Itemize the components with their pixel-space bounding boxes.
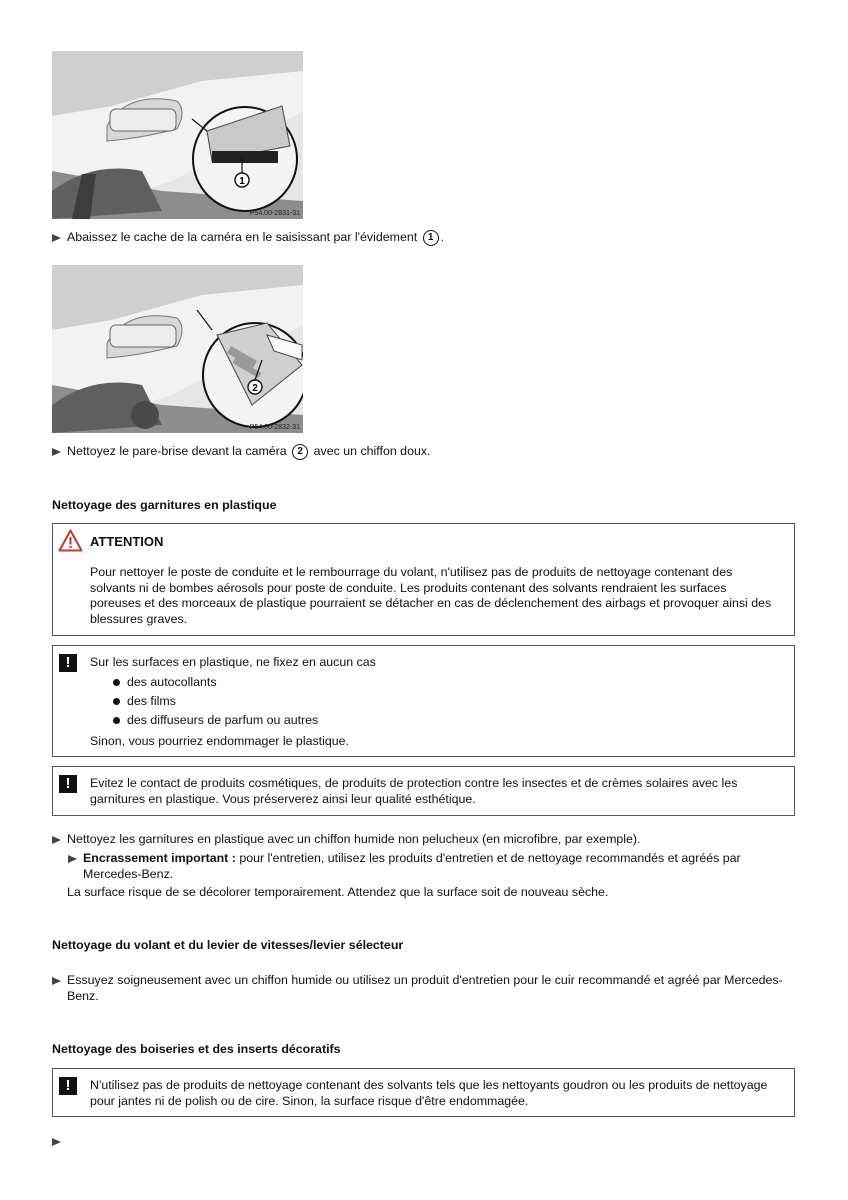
section-heading-wood: Nettoyage des boiseries et des inserts décoratifs bbox=[52, 1042, 341, 1056]
step-arrow-icon bbox=[52, 448, 61, 456]
note-intro: Sur les surfaces en plastique, ne fixez en aucun cas bbox=[90, 655, 376, 669]
step-arrow-icon bbox=[52, 836, 61, 844]
list-item: des autocollants bbox=[90, 673, 774, 692]
note-box-cosmetics bbox=[52, 766, 795, 816]
step-continued bbox=[52, 1134, 797, 1148]
step-text-end: avec un chiffon doux. bbox=[313, 444, 431, 458]
step-clean-steering bbox=[52, 973, 797, 1004]
step-clean-windscreen bbox=[52, 444, 797, 460]
step-arrow-icon bbox=[52, 977, 61, 985]
figure-caption: P54.00-2832-31 bbox=[249, 424, 300, 431]
step-result: La surface risque de se décolorer temporairement. Attendez que la surface soit de nouveau sèche. bbox=[67, 885, 609, 899]
substep-text: pour l'entretien, utilisez les produits d'entretien et de nettoyage recommandés et agréés par Mercedes-Benz. bbox=[83, 851, 741, 881]
bullet-dot-icon bbox=[113, 698, 120, 705]
step-arrow-icon bbox=[52, 234, 61, 242]
exclamation-icon: ! bbox=[59, 1077, 77, 1095]
step-arrow-icon bbox=[52, 1138, 61, 1146]
callout-ref-1: 1 bbox=[423, 230, 439, 246]
note-box-plastic bbox=[52, 645, 795, 757]
step-text: Nettoyez le pare-brise devant la caméra bbox=[67, 444, 287, 458]
note-text: N'utilisez pas de produits de nettoyage contenant des solvants tels que les nettoyants goudron ou les produits de nettoyage pour jantes ni de polish ou de cire. Sinon, la surface risque d'être endommagée. bbox=[90, 1078, 768, 1108]
step-text-end: . bbox=[440, 230, 445, 244]
list-item: des films bbox=[90, 692, 774, 711]
list-item: des diffuseurs de parfum ou autres bbox=[90, 711, 774, 730]
camera-cover-figure bbox=[52, 51, 303, 219]
step-text: Abaissez le cache de la caméra en le saisissant par l'évidement bbox=[67, 230, 418, 244]
note-bullet-list bbox=[90, 673, 774, 730]
step-arrow-icon bbox=[68, 855, 77, 863]
bullet-dot-icon bbox=[113, 679, 120, 686]
warning-triangle-icon bbox=[58, 529, 83, 552]
note-text: Evitez le contact de produits cosmétiques, de produits de protection contre les insectes et de crèmes solaires avec les garnitures en plastique. Vous préserverez ainsi leur qualité esthétique. bbox=[90, 776, 738, 806]
note-outro: Sinon, vous pourriez endommager le plastique. bbox=[90, 733, 349, 748]
callout-1: 1 bbox=[239, 176, 245, 187]
step-text: Essuyez soigneusement avec un chiffon humide ou utilisez un produit d'entretien pour le cuir recommandé et agréé par Mercedes-Benz. bbox=[67, 973, 783, 1003]
callout-ref-2: 2 bbox=[292, 444, 308, 460]
step-clean-plastic bbox=[52, 832, 797, 848]
bullet-dot-icon bbox=[113, 717, 120, 724]
figure-caption: P54.00-2831-31 bbox=[249, 210, 300, 217]
camera-cover-illustration bbox=[52, 51, 303, 219]
section-heading-steering: Nettoyage du volant et du levier de vitesses/levier sélecteur bbox=[52, 938, 404, 952]
warning-box bbox=[52, 523, 795, 636]
substep-heavy-dirt bbox=[68, 851, 793, 882]
exclamation-icon: ! bbox=[59, 654, 77, 672]
windscreen-figure bbox=[52, 265, 303, 433]
section-heading-plastic: Nettoyage des garnitures en plastique bbox=[52, 498, 277, 512]
warning-text: Pour nettoyer le poste de conduite et le rembourrage du volant, n'utilisez pas de produits de nettoyage contenant des solvants ni de bombes aérosols pour poste de conduite. Les produits contenant des solvants rendraient les surfaces poreuses et des morceaux de plastique pourraient se détacher en cas de déclenchement des airbags et provoquer ainsi des blessures graves. bbox=[90, 565, 772, 626]
step-lower-cover bbox=[52, 230, 797, 246]
callout-2: 2 bbox=[252, 383, 258, 394]
warning-title: ATTENTION bbox=[90, 534, 164, 549]
step-text: Nettoyez les garnitures en plastique avec un chiffon humide non pelucheux (en microfibre, par exemple). bbox=[67, 832, 641, 846]
windscreen-illustration bbox=[52, 265, 303, 433]
substep-label: Encrassement important : bbox=[83, 851, 236, 865]
note-box-wood bbox=[52, 1068, 795, 1117]
exclamation-icon: ! bbox=[59, 775, 77, 793]
